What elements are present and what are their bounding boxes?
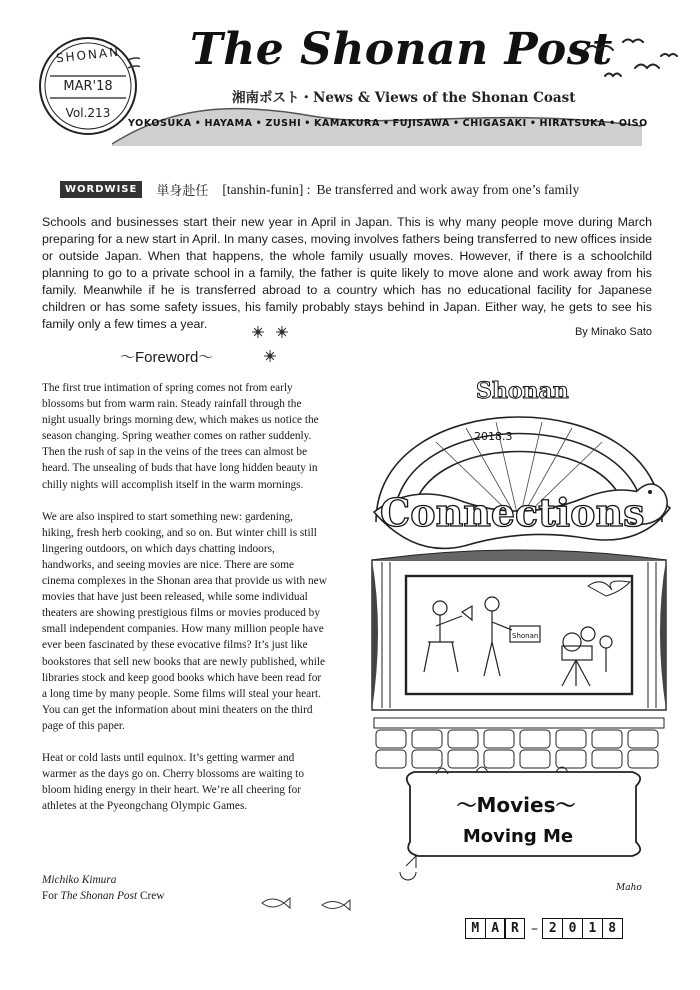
issue-month-letter: R [504, 918, 525, 939]
town-list: YOKOSUKA • HAYAMA • ZUSHI • KAMAKURA • FUJISAWA • CHIGASAKI • HIRATSUKA • OISO [128, 118, 648, 129]
town-name: HAYAMA [204, 118, 253, 129]
wordwise-badge: WORDWISE [60, 181, 142, 198]
clapper-text: Shonan [512, 632, 539, 640]
seagulls-icon [575, 36, 685, 96]
signature-paper: The Shonan Post [60, 890, 138, 902]
town-name: YOKOSUKA [128, 118, 192, 129]
wordwise-term: 単身赴任 [156, 184, 209, 199]
illustration-caption-line1: 〜Movies〜 [456, 793, 576, 817]
town-name: KAMAKURA [314, 118, 380, 129]
issue-month-letter: A [485, 918, 506, 939]
signature-for: For [42, 890, 58, 902]
foreword-paragraph: We are also inspired to start something new: gardening, hiking, fresh herb cooking, and so on. But winter chill is still lingering outdoors, on which days chatting indoors, handworks, and seeing movies are nice. There are some cinema complexes in the Shonan area that provide us with new movies that have just been released, while some individual theaters are showing prestigious films or movies produced by small independent companies. How many million people have ever been fascinated by these evocative films? It’s just like bookstores that sell new books that are newly published, while libraries stock and keep good books which have been read for a long time by many people. Some films will steal your heart. You can get the information about mini theaters on the third page of this paper. [42, 510, 327, 732]
flower-decoration-icon [248, 324, 298, 368]
stamp-volume-label: Vol.213 [65, 106, 111, 120]
movie-theater-illustration [366, 342, 672, 902]
stamp-date-label: MAR'18 [63, 79, 113, 94]
issue-year-digit: 2 [542, 918, 563, 939]
byline: By Minako Sato [574, 326, 652, 338]
town-name: CHIGASAKI [462, 118, 527, 129]
foreword-paragraph: The first true intimation of spring comes not from early blossoms but from warm rain. Steady rainfall through the night usually brings morning dew, which makes us notice the season changing. Spring weather comes on rather suddenly. Then the rush of sap in the veins of the trees can almost be heard. The unsealing of buds that have long hidden beauty in chilly nights will accomplish itself in the warm mornings. [42, 382, 319, 491]
signature-name: Michiko Kimura [42, 874, 117, 886]
newspaper-title: The Shonan Post [190, 24, 613, 75]
intro-article: Schools and businesses start their new year in April in Japan. This is why many people move during March preparing for a new start in April. In many cases, moving involves fathers being transferred to new offices inside or outside Japan. When that happens, the whole family usually moves. However, if there is a schoolchild planning to go to a private school in a family, the father is quite likely to move alone and work away from his family. Meanwhile if he is transferred abroad to a country which has no educational facility for Japanese children or has some safety issues, his family probably stays behind in Japan. Either way, he gets to see his family only a few times a year. [42, 215, 652, 331]
wordwise-reading: [tanshin-funin] : [222, 181, 311, 197]
issue-month-letter: M [465, 918, 486, 939]
foreword-signature [42, 872, 164, 904]
illustration-banner-top: Shonan [476, 378, 569, 404]
wordwise-section [60, 180, 579, 199]
stamp-region-label: SHONAN [55, 44, 121, 66]
signature-line [42, 888, 164, 904]
issue-date-separator: – [530, 920, 538, 937]
issue-date [466, 918, 623, 939]
town-name: HIRATSUKA [539, 118, 607, 129]
issue-year-digit: 8 [602, 918, 623, 939]
issue-year-digit: 1 [582, 918, 603, 939]
wordwise-definition: Be transferred and work away from one’s family [316, 181, 580, 197]
town-name: ZUSHI [265, 118, 302, 129]
foreword-heading: 〜Foreword〜 [120, 349, 214, 366]
signature-crew: Crew [139, 890, 165, 902]
illustration-banner-date: 2018.3 [474, 430, 513, 443]
town-name: OISO [618, 118, 648, 129]
fish-decoration-icon [258, 893, 358, 913]
foreword-paragraph: Heat or cold lasts until equinox. It’s getting warmer and warmer as the days go on. Cherry blossoms are waiting to bloom hiding energy in their heart. We’re all cheering for athletes at the Pyeongchang Olympic Games. [42, 751, 304, 813]
issue-year-digit: 0 [562, 918, 583, 939]
illustration-banner-main: Connections [380, 490, 645, 535]
illustration-caption-line2: Moving Me [462, 826, 574, 847]
town-name: FUJISAWA [392, 118, 450, 129]
foreword-body [42, 380, 327, 830]
newspaper-subtitle: 湘南ポスト・News & Views of the Shonan Coast [232, 90, 576, 106]
illustration-artist: Maho [616, 883, 642, 893]
